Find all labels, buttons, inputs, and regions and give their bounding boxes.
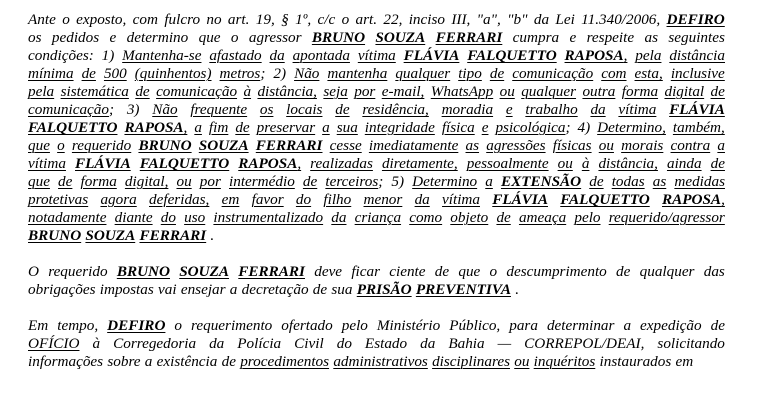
word: inciso	[408, 11, 445, 28]
word-group	[565, 47, 628, 65]
word: por	[354, 83, 376, 100]
word: ou	[514, 353, 530, 370]
text-line	[28, 263, 725, 281]
word: filho	[323, 191, 352, 208]
word: favor	[251, 191, 284, 208]
word: com	[601, 65, 627, 82]
word: comunicação	[156, 83, 238, 100]
word: as	[652, 173, 667, 190]
word: pelo	[341, 317, 368, 334]
word: ;	[260, 65, 266, 82]
word: das	[703, 263, 725, 280]
word-group	[139, 227, 218, 245]
word: de	[589, 173, 604, 190]
emphasized-word: BRUNO	[28, 227, 82, 244]
word: de	[710, 155, 725, 172]
word: agressões	[486, 137, 546, 154]
word: as	[644, 29, 658, 46]
word: da	[420, 335, 436, 352]
emphasized-word: RAPOSA	[661, 191, 722, 208]
word: expedição	[640, 317, 702, 334]
text-line	[28, 65, 725, 83]
emphasized-word: BRUNO	[138, 137, 192, 154]
word: o	[174, 317, 183, 334]
word: requerido/agressor	[608, 209, 725, 226]
word: comunicação	[28, 101, 109, 118]
word: Não	[294, 65, 320, 82]
word: respeite	[586, 29, 635, 46]
word: físicas	[552, 137, 592, 154]
word: seja	[323, 83, 348, 100]
word: Ante	[28, 11, 56, 28]
word: que	[198, 29, 221, 46]
word: ciente	[389, 263, 426, 280]
word: inquéritos	[533, 353, 596, 370]
word: no	[206, 11, 222, 28]
word: WhatsApp	[430, 83, 494, 100]
word: sua	[336, 119, 358, 136]
word: de	[58, 173, 73, 190]
word: e-mail,	[381, 83, 425, 100]
word: do	[336, 335, 352, 352]
emphasized-word: FALQUETTO	[467, 47, 557, 64]
word: morais	[621, 137, 664, 154]
word: ;	[108, 101, 115, 118]
text-line	[28, 137, 725, 155]
word: pela	[635, 47, 662, 64]
word: à	[581, 155, 590, 172]
word: III,	[451, 11, 471, 28]
word: Polícia	[237, 335, 282, 352]
word: vítima	[357, 47, 396, 64]
word: de	[235, 119, 250, 136]
word: comunicação	[512, 65, 594, 82]
word: esta,	[634, 65, 663, 82]
word: de	[312, 281, 328, 298]
word: a	[623, 317, 632, 334]
text-line	[28, 281, 725, 299]
word: o	[230, 29, 239, 46]
word: sistemática	[60, 83, 129, 100]
word: medidas	[674, 173, 725, 190]
text-line	[28, 191, 725, 209]
word: art.	[227, 11, 250, 28]
text-line	[28, 227, 725, 245]
word: digital,	[124, 173, 169, 190]
text-line	[28, 353, 725, 371]
word: da	[414, 191, 430, 208]
word: de	[135, 83, 150, 100]
word: 3)	[126, 101, 140, 118]
word: pessoalmente	[466, 155, 549, 172]
text-line	[28, 83, 725, 101]
word: obrigações	[28, 281, 96, 298]
word: em	[675, 353, 694, 370]
word: qualquer	[521, 83, 577, 100]
word: art.	[355, 11, 378, 28]
word: inclusive	[670, 65, 725, 82]
word-group	[238, 155, 301, 173]
word-group	[220, 65, 266, 83]
word: fulcro	[164, 11, 201, 28]
word: e	[569, 29, 577, 46]
word: 22,	[383, 11, 403, 28]
word: mantenha	[327, 65, 388, 82]
word: e	[481, 119, 489, 136]
word: moradia	[441, 101, 494, 118]
word: pelo	[574, 209, 601, 226]
emphasized-word: BRUNO	[311, 29, 366, 46]
word: ,	[623, 47, 628, 64]
word: ainda	[666, 155, 702, 172]
emphasized-word: FALQUETTO	[560, 191, 650, 208]
word: a	[229, 281, 238, 298]
word: Ministério	[376, 317, 441, 334]
word: 5)	[391, 173, 405, 190]
word: da	[269, 47, 285, 64]
word: residência,	[362, 101, 429, 118]
word: Bahia	[448, 335, 485, 352]
word: o	[489, 263, 498, 280]
word: física	[441, 119, 475, 136]
word: afastado	[209, 47, 262, 64]
word: Público,	[449, 317, 501, 334]
word: informações	[28, 353, 104, 370]
word: seguintes	[668, 29, 725, 46]
word: com	[132, 11, 158, 28]
word: notadamente	[28, 209, 107, 226]
word: as	[465, 137, 480, 154]
emphasized-word: SOUZA	[179, 263, 230, 280]
word: agressor	[248, 29, 302, 46]
word: da	[590, 101, 606, 118]
word: que	[28, 137, 50, 154]
word: requerido	[71, 137, 132, 154]
word: "a",	[476, 11, 501, 28]
word: determino	[126, 29, 189, 46]
word: de	[710, 317, 725, 334]
word: 1)	[101, 47, 115, 64]
word: ou	[499, 83, 515, 100]
text-line	[28, 11, 725, 29]
word: locais	[286, 101, 323, 118]
word: 11.340/2006,	[581, 11, 661, 28]
word: fim	[208, 119, 229, 136]
word: também,	[672, 119, 725, 136]
word: de	[616, 263, 631, 280]
word: a	[322, 119, 330, 136]
word: vítima	[442, 191, 480, 208]
word: uso	[184, 209, 206, 226]
word: condições:	[28, 47, 94, 64]
word: instrumentalizado	[213, 209, 324, 226]
word: ,	[297, 155, 302, 172]
word: ofertado	[281, 317, 333, 334]
paragraph-gap	[28, 299, 725, 317]
word: em	[221, 191, 240, 208]
word: os	[259, 101, 274, 118]
word: pela	[28, 83, 55, 100]
word: Não	[152, 101, 178, 118]
word: protetivas	[28, 191, 89, 208]
word: ou	[557, 155, 573, 172]
word: e	[109, 29, 117, 46]
emphasized-word: FALQUETTO	[28, 119, 118, 136]
word: mínima	[28, 65, 74, 82]
word: digital	[664, 83, 705, 100]
word-group	[28, 101, 114, 119]
word: Civil	[294, 335, 324, 352]
word: como	[409, 209, 443, 226]
word-group	[495, 119, 570, 137]
word: o	[57, 137, 65, 154]
word: a	[144, 353, 153, 370]
text-line	[28, 119, 725, 137]
word: CORREPOL/DEAI,	[524, 335, 645, 352]
word: da	[533, 11, 550, 28]
text-line	[28, 209, 725, 227]
emphasized-word: DEFIRO	[107, 317, 166, 334]
word: do	[295, 191, 312, 208]
word: descumprimento	[506, 263, 607, 280]
word: existência	[156, 353, 218, 370]
emphasized-word: SOUZA	[375, 29, 426, 46]
word: menor	[363, 191, 403, 208]
text-line	[28, 29, 725, 47]
word: e	[505, 101, 513, 118]
word: ;	[565, 119, 571, 136]
word: .	[515, 281, 520, 298]
word: ou	[176, 173, 192, 190]
word: ,	[721, 191, 725, 208]
word: os	[28, 29, 42, 46]
word: imediatamente	[368, 137, 459, 154]
word: do	[160, 209, 176, 226]
emphasized-word: FERRARI	[238, 263, 305, 280]
word: Estado	[364, 335, 408, 352]
word-group	[325, 173, 383, 191]
word: procedimentos	[240, 353, 330, 370]
word: tipo	[458, 65, 482, 82]
emphasized-word: BRUNO	[116, 263, 170, 280]
word: vai	[158, 281, 177, 298]
word: ,	[183, 119, 188, 136]
text-line	[28, 317, 725, 335]
document-page	[28, 11, 725, 371]
word: ;	[378, 173, 384, 190]
emphasized-word: FERRARI	[139, 227, 207, 244]
word: §	[281, 11, 289, 28]
word: a	[194, 119, 202, 136]
word: de	[302, 173, 318, 190]
word: sobre	[107, 353, 141, 370]
word: —	[497, 335, 512, 352]
emphasized-word: PRISÃO	[356, 281, 412, 298]
emphasized-word: RAPOSA	[564, 47, 624, 64]
word: determinar	[546, 317, 615, 334]
word: requerido	[48, 263, 108, 280]
word: instaurados	[599, 353, 672, 370]
word: frequente	[190, 101, 248, 118]
word: 4)	[577, 119, 591, 136]
word: qualquer	[395, 65, 451, 82]
word: de	[221, 353, 236, 370]
word: ficar	[351, 263, 380, 280]
word: metros	[219, 65, 261, 82]
word: a	[485, 173, 493, 190]
word: de	[335, 101, 350, 118]
emphasized-word: SOUZA	[85, 227, 136, 244]
word: psicológica	[495, 119, 566, 136]
word-group	[662, 191, 725, 209]
word: vítima	[28, 155, 66, 172]
word: preservar	[256, 119, 316, 136]
word: forma	[80, 173, 117, 190]
word: (quinhentos)	[134, 65, 212, 82]
word: 1º,	[295, 11, 312, 28]
word: criança	[354, 209, 402, 226]
word: outra	[582, 83, 616, 100]
word: Em	[28, 317, 49, 334]
word: pedidos	[51, 29, 100, 46]
word: cesse	[329, 137, 362, 154]
word: de	[489, 65, 505, 82]
word: Corregedoria	[113, 335, 197, 352]
word: trabalho	[525, 101, 578, 118]
text-line	[28, 47, 725, 65]
word: 19,	[255, 11, 275, 28]
word: cumpra	[512, 29, 560, 46]
word: deferidas,	[149, 191, 210, 208]
word: vítima	[618, 101, 657, 118]
word: de	[496, 209, 511, 226]
word: c/c	[317, 11, 336, 28]
word: de	[81, 65, 96, 82]
text-line	[28, 155, 725, 173]
paragraph-gap	[28, 245, 725, 263]
word: ensejar	[180, 281, 226, 298]
word-group	[416, 281, 523, 299]
word: impostas	[99, 281, 154, 298]
word: distância,	[257, 83, 317, 100]
word: ameaça	[518, 209, 567, 226]
word: Lei	[555, 11, 575, 28]
emphasized-word: FALQUETTO	[139, 155, 230, 172]
word: objeto	[450, 209, 489, 226]
emphasized-word: RAPOSA	[124, 119, 184, 136]
word: Mantenha-se	[122, 47, 202, 64]
word: à	[243, 83, 252, 100]
word: da	[209, 335, 225, 352]
word: por	[199, 173, 221, 190]
word: contra	[670, 137, 711, 154]
word: que	[458, 263, 481, 280]
word: deve	[314, 263, 343, 280]
text-line	[28, 173, 725, 191]
word: OFÍCIO	[28, 335, 80, 352]
word: .	[210, 227, 215, 244]
word: O	[28, 263, 39, 280]
word: ou	[598, 137, 614, 154]
text-line	[28, 101, 725, 119]
word: para	[509, 317, 538, 334]
word: distância,	[598, 155, 658, 172]
word: diretamente,	[381, 155, 458, 172]
word: solicitando	[657, 335, 725, 352]
word: terceiros	[325, 173, 379, 190]
word: a	[717, 137, 725, 154]
emphasized-word: FERRARI	[435, 29, 503, 46]
word: Determino,	[597, 119, 666, 136]
text-line	[28, 335, 725, 353]
emphasized-word: FLÁVIA	[75, 155, 131, 172]
word: apontada	[292, 47, 350, 64]
word: à	[92, 335, 101, 352]
word: de	[434, 263, 450, 280]
word: intermédio	[229, 173, 295, 190]
emphasized-word: RAPOSA	[238, 155, 298, 172]
emphasized-word: FLÁVIA	[492, 191, 548, 208]
word: o	[341, 11, 350, 28]
emphasized-word: SOUZA	[198, 137, 249, 154]
word: distância	[669, 47, 725, 64]
word: disciplinares	[432, 353, 510, 370]
word: da	[331, 209, 347, 226]
word-group	[124, 119, 187, 137]
word: todas	[611, 173, 645, 190]
emphasized-word: FLÁVIA	[403, 47, 460, 64]
emphasized-word: FERRARI	[255, 137, 323, 154]
word: qualquer	[639, 263, 695, 280]
word: Determino	[412, 173, 478, 190]
word: requerimento	[191, 317, 273, 334]
emphasized-word: FLÁVIA	[669, 101, 725, 118]
word: realizadas	[310, 155, 373, 172]
word: agora	[100, 191, 137, 208]
word: o	[62, 11, 70, 28]
word: sua	[331, 281, 353, 298]
word: tempo,	[57, 317, 99, 334]
emphasized-word: PREVENTIVA	[415, 281, 511, 298]
emphasized-word: DEFIRO	[666, 11, 725, 28]
word: 500	[103, 65, 127, 82]
word: 2)	[273, 65, 287, 82]
word: integridade	[364, 119, 435, 136]
word: de	[710, 83, 725, 100]
word: que	[28, 173, 50, 190]
word: administrativos	[333, 353, 428, 370]
emphasized-word: EXTENSÃO	[500, 173, 582, 190]
word: decretação	[241, 281, 309, 298]
word: diante	[114, 209, 153, 226]
word: exposto,	[76, 11, 127, 28]
word: forma	[621, 83, 659, 100]
word: "b"	[507, 11, 528, 28]
